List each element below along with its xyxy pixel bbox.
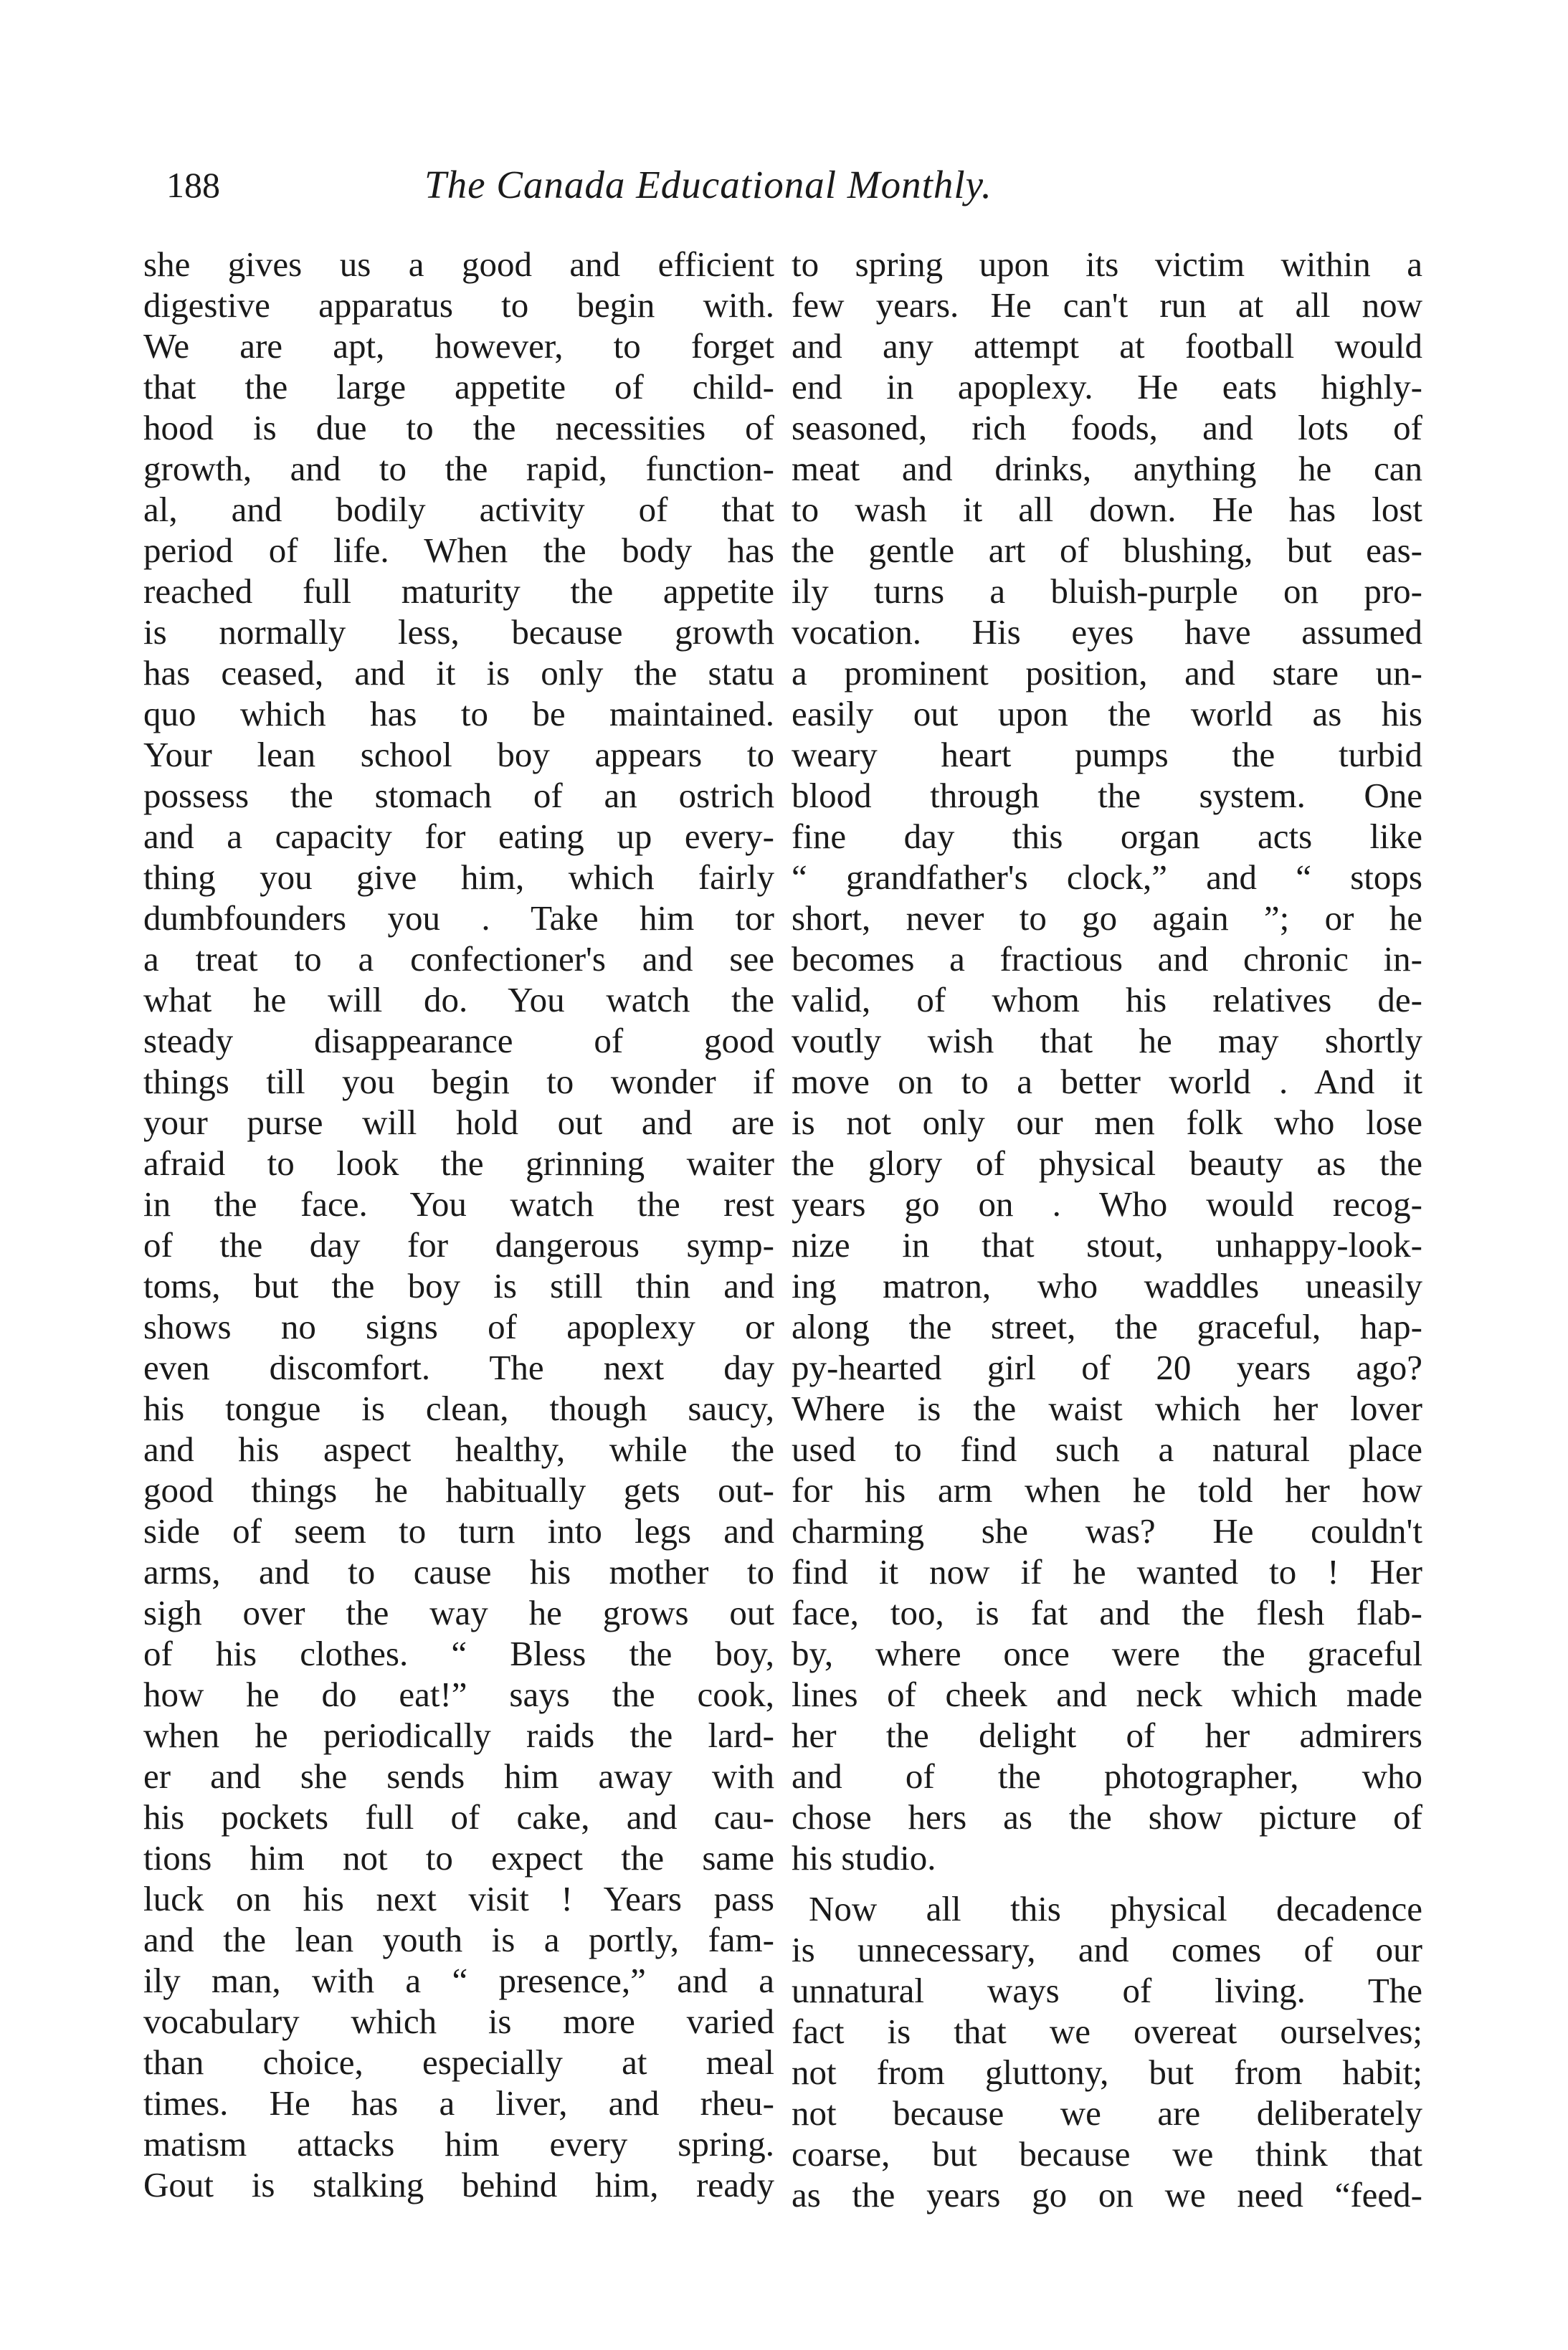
text-line: as the years go on we need “feed- (792, 2175, 1422, 2215)
text-line: reached full maturity the appetite (143, 571, 774, 611)
text-line: charming she was? He couldn't (792, 1511, 1422, 1551)
text-line: the glory of physical beauty as the (792, 1143, 1422, 1183)
text-line: Gout is stalking behind him, ready (143, 2165, 774, 2204)
text-line: afraid to look the grinning waiter (143, 1143, 774, 1183)
text-line: fine day this organ acts like (792, 817, 1422, 856)
text-line: face, too, is fat and the flesh flab- (792, 1593, 1422, 1632)
text-line: to spring upon its victim within a (792, 244, 1422, 284)
text-line: nize in that stout, unhappy-look- (792, 1225, 1422, 1265)
text-line: possess the stomach of an ostrich (143, 776, 774, 815)
text-line: than choice, especially at meal (143, 2042, 774, 2082)
text-line: ing matron, who waddles uneasily (792, 1266, 1422, 1305)
paragraph-continued (792, 244, 1422, 1878)
text-line: a prominent position, and stare un- (792, 653, 1422, 693)
text-line: his studio. (792, 1838, 936, 1878)
text-line: is not only our men folk who lose (792, 1103, 1422, 1142)
text-line: fact is that we overeat ourselves; (792, 2012, 1422, 2051)
text-line: short, never to go again ”; or he (792, 898, 1422, 938)
page-number: 188 (166, 165, 220, 205)
text-line: his pockets full of cake, and cau- (143, 1797, 774, 1837)
text-line: toms, but the boy is still thin and (143, 1266, 774, 1305)
text-line: Now all this physical decadence (809, 1889, 1422, 1928)
text-line: the gentle art of blushing, but eas- (792, 531, 1422, 570)
text-line: al, and bodily activity of that (143, 490, 774, 529)
text-line: vocation. His eyes have assumed (792, 612, 1422, 652)
text-line: ily turns a bluish-purple on pro- (792, 571, 1422, 611)
right-column-text (792, 244, 1422, 2215)
text-line: even discomfort. The next day (143, 1348, 774, 1387)
text-line: his tongue is clean, though saucy, (143, 1389, 774, 1428)
text-line: digestive apparatus to begin with. (143, 285, 774, 325)
text-line: has ceased, and it is only the statu (143, 653, 774, 693)
text-line: coarse, but because we think that (792, 2134, 1422, 2174)
text-line: and of the photographer, who (792, 1756, 1422, 1796)
left-column-text (143, 244, 774, 2205)
text-line: py-hearted girl of 20 years ago? (792, 1348, 1422, 1387)
text-line: move on to a better world . And it (792, 1062, 1422, 1101)
text-line: We are apt, however, to forget (143, 326, 774, 366)
text-line: voutly wish that he may shortly (792, 1021, 1422, 1060)
text-line: vocabulary which is more varied (143, 2002, 774, 2041)
text-line: of his clothes. “ Bless the boy, (143, 1634, 774, 1673)
text-line: chose hers as the show picture of (792, 1797, 1422, 1837)
text-line: quo which has to be maintained. (143, 694, 774, 733)
text-line: growth, and to the rapid, function- (143, 449, 774, 488)
text-line: er and she sends him away with (143, 1756, 774, 1796)
text-line: when he periodically raids the lard- (143, 1716, 774, 1755)
text-line: ily man, with a “ presence,” and a (143, 1961, 774, 2000)
text-line: how he do eat!” says the cook, (143, 1675, 774, 1714)
text-line: period of life. When the body has (143, 531, 774, 570)
text-line: is unnecessary, and comes of our (792, 1930, 1422, 1969)
text-line: thing you give him, which fairly (143, 857, 774, 897)
text-line: things till you begin to wonder if (143, 1062, 774, 1101)
text-line: good things he habitually gets out- (143, 1470, 774, 1510)
text-line: what he will do. You watch the (143, 980, 774, 1019)
text-line: valid, of whom his relatives de- (792, 980, 1422, 1019)
text-line: end in apoplexy. He eats highly- (792, 367, 1422, 406)
text-line: her the delight of her admirers (792, 1716, 1422, 1755)
text-line: becomes a fractious and chronic in- (792, 939, 1422, 979)
running-header (166, 163, 1457, 214)
text-line: and his aspect healthy, while the (143, 1429, 774, 1469)
text-line: and the lean youth is a portly, fam- (143, 1920, 774, 1959)
text-line: dumbfounders you . Take him tor (143, 898, 774, 938)
text-line: to wash it all down. He has lost (792, 490, 1422, 529)
text-line: hood is due to the necessities of (143, 408, 774, 447)
text-line: Your lean school boy appears to (143, 735, 774, 774)
text-line: and any attempt at football would (792, 326, 1422, 366)
text-line: times. He has a liver, and rheu- (143, 2083, 774, 2123)
text-line: she gives us a good and efficient (143, 244, 774, 284)
text-line: by, where once were the graceful (792, 1634, 1422, 1673)
text-line: side of seem to turn into legs and (143, 1511, 774, 1551)
text-line: not from gluttony, but from habit; (792, 2052, 1422, 2092)
text-line: of the day for dangerous symp- (143, 1225, 774, 1265)
text-line: arms, and to cause his mother to (143, 1552, 774, 1592)
text-line: steady disappearance of good (143, 1021, 774, 1060)
text-line: weary heart pumps the turbid (792, 735, 1422, 774)
text-line: shows no signs of apoplexy or (143, 1307, 774, 1346)
text-line: seasoned, rich foods, and lots of (792, 408, 1422, 447)
text-line: easily out upon the world as his (792, 694, 1422, 733)
text-line: luck on his next visit ! Years pass (143, 1879, 774, 1918)
text-line: a treat to a confectioner's and see (143, 939, 774, 979)
text-line: and a capacity for eating up every- (143, 817, 774, 856)
journal-title: The Canada Educational Monthly. (424, 163, 992, 206)
text-line: used to find such a natural place (792, 1429, 1422, 1469)
text-line: for his arm when he told her how (792, 1470, 1422, 1510)
text-line: not because we are deliberately (792, 2093, 1422, 2133)
text-line: sigh over the way he grows out (143, 1593, 774, 1632)
text-line: matism attacks him every spring. (143, 2124, 774, 2164)
text-line: your purse will hold out and are (143, 1103, 774, 1142)
text-line: is normally less, because growth (143, 612, 774, 652)
text-line: unnatural ways of living. The (792, 1971, 1422, 2010)
text-line: along the street, the graceful, hap- (792, 1307, 1422, 1346)
text-line: lines of cheek and neck which made (792, 1675, 1422, 1714)
text-line: blood through the system. One (792, 776, 1422, 815)
text-line: few years. He can't run at all now (792, 285, 1422, 325)
text-line: “ grandfather's clock,” and “ stops (792, 857, 1422, 897)
text-line: that the large appetite of child- (143, 367, 774, 406)
paragraph-now-all-this (792, 1888, 1422, 2215)
text-line: find it now if he wanted to ! Her (792, 1552, 1422, 1592)
text-line: meat and drinks, anything he can (792, 449, 1422, 488)
text-line: in the face. You watch the rest (143, 1184, 774, 1224)
text-line: Where is the waist which her lover (792, 1389, 1422, 1428)
text-line: tions him not to expect the same (143, 1838, 774, 1878)
text-line: years go on . Who would recog- (792, 1184, 1422, 1224)
